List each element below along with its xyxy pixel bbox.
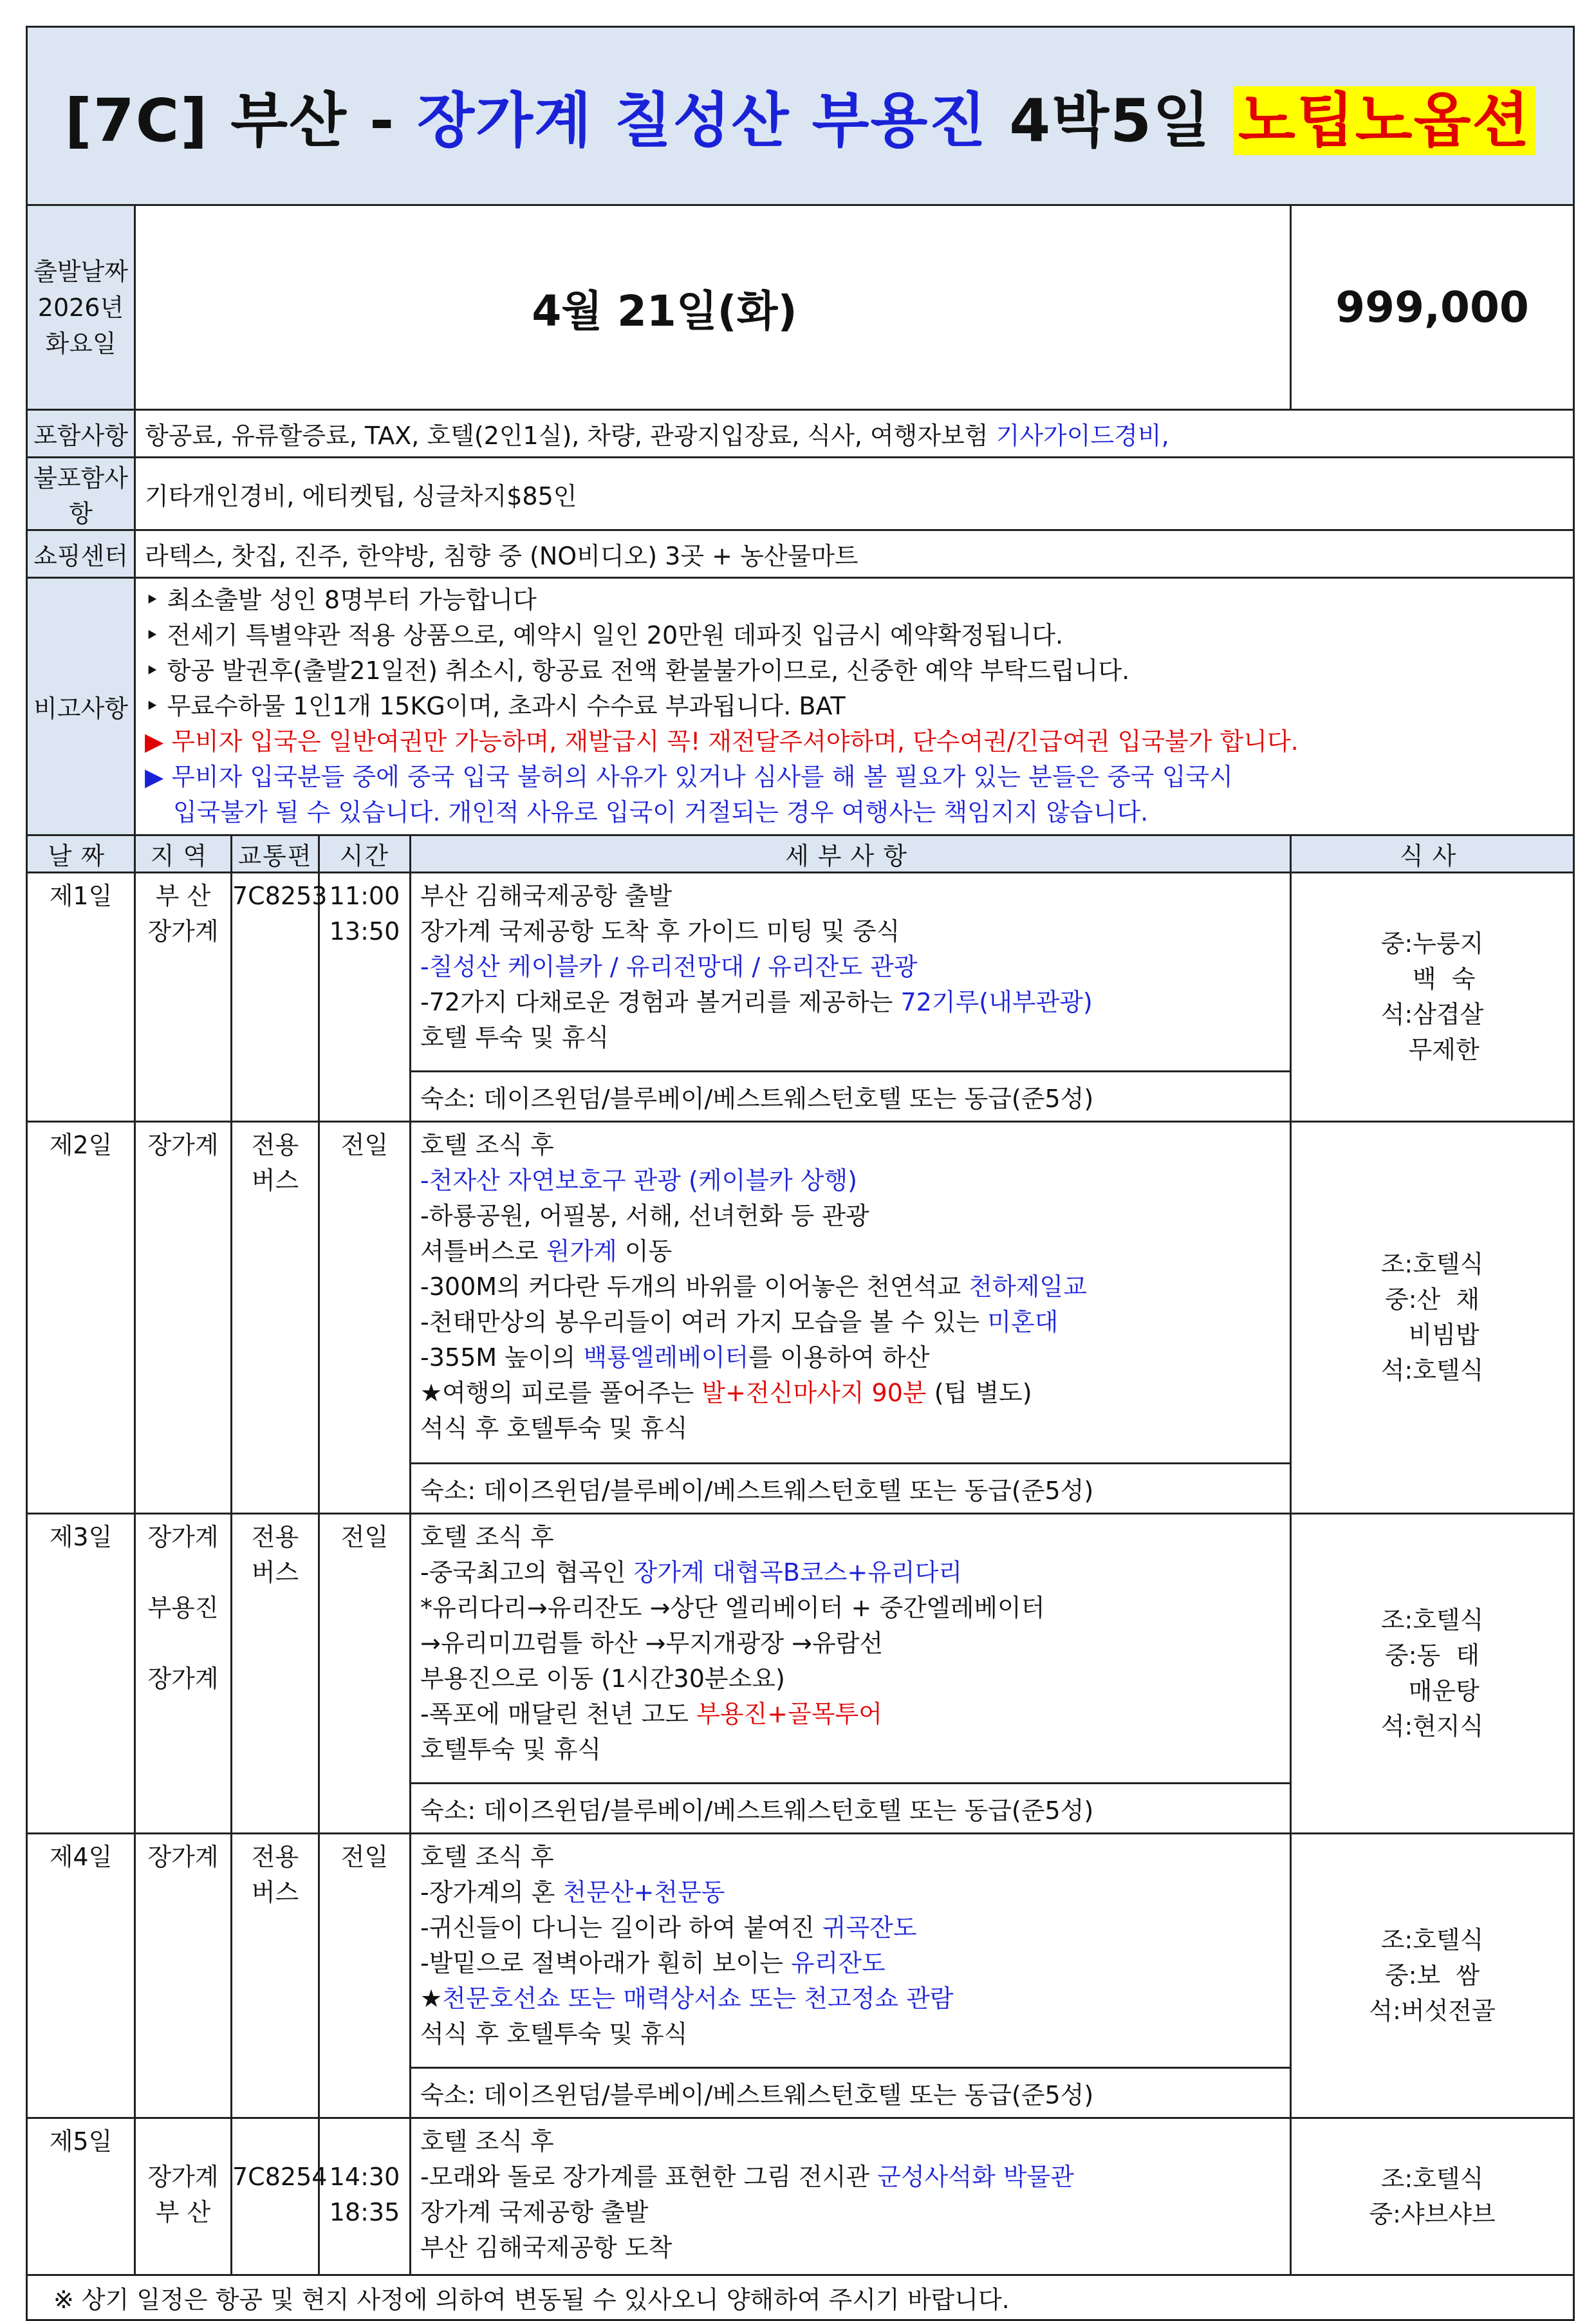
- day-detail: 호텔 조식 후 -장가계의 혼 천문산+천문동 -귀신들이 다니는 길이라 하여 붙여진 귀곡잔도 -발밑으로 절벽아래가 훤히 보이는 유리잔도 ★천문호선쇼 또는 매력상서쇼 또는 천고정쇼 관람 석식 후 호텔투숙 및 휴식: [411, 1834, 1291, 2068]
- departure-label: 출발날짜 2026년 화요일: [27, 205, 135, 410]
- itinerary-table: [26, 26, 1575, 2321]
- day-time: 전일: [319, 1122, 411, 1514]
- remark-notice-1: ▶ 무비자 입국분들 중에 중국 입국 불허의 사유가 있거나 심사를 해 볼 필요가 있는 분들은 중국 입국시: [145, 763, 1233, 791]
- title-tag: 노팁노옵션: [1233, 86, 1536, 155]
- day-transport: 7C8253: [232, 873, 319, 1122]
- day-detail: 호텔 조식 후 -천자산 자연보호구 관광 (케이블카 상행) -하룡공원, 어필봉, 서해, 선녀헌화 등 관광 셔틀버스로 원가계 이동 -300M의 커다란 두개의 바위를 이어놓은 천연석교 천하제일교 -천태만상의 봉우리들이 여러 가지 모습을 볼 수 있는 미혼대 -355M 높이의 백룡엘레베이터를 이용하여 하산 ★여행의 피로를 풀어주는 발+전신마사지 90분 (팁 별도) 석식 후 호텔투숙 및 휴식: [411, 1122, 1291, 1464]
- footer-note: ※ 상기 일정은 항공 및 현지 사정에 의하여 변동될 수 있사오니 양해하여 주시기 바랍니다.: [27, 2275, 1574, 2320]
- day-detail: 부산 김해국제공항 출발 장가계 국제공항 도착 후 가이드 미팅 및 중식 -칠성산 케이블카 / 유리전망대 / 유리잔도 관광 -72가지 다채로운 경험과 볼거리를 제공하는 72기루(내부관광) 호텔 투숙 및 휴식: [411, 873, 1291, 1072]
- remark-item: ‣ 전세기 특별약관 적용 상품으로, 예약시 일인 20만원 데파짓 입금시 예약확정됩니다.: [145, 621, 1064, 649]
- day-meal: 조:호텔식 중:산 채 비빔밥 석:호텔식: [1291, 1122, 1574, 1514]
- col-detail: 세부사항: [411, 835, 1291, 873]
- col-time: 시간: [319, 835, 411, 873]
- day-time: 전일: [319, 1834, 411, 2118]
- page-title: [7C] 부산 - 장가계 칠성산 부용진 4박5일 노팁노옵션: [27, 27, 1574, 205]
- day-hotel: 숙소: 데이즈윈덤/블루베이/베스트웨스턴호텔 또는 동급(준5성): [411, 2068, 1291, 2118]
- day-meal: 조:호텔식 중:보 쌈 석:버섯전골: [1291, 1834, 1574, 2118]
- day-meal: 조:호텔식 중:동 태 매운탕 석:현지식: [1291, 1514, 1574, 1834]
- day-label: 제1일: [27, 873, 135, 1122]
- day-hotel: 숙소: 데이즈윈덤/블루베이/베스트웨스턴호텔 또는 동급(준5성): [411, 1072, 1291, 1122]
- col-region: 지역: [135, 835, 232, 873]
- shopping-text: 라텍스, 찻집, 진주, 한약방, 침향 중 (NO비디오) 3곳 + 농산물마트: [135, 530, 1574, 578]
- day-label: 제4일: [27, 1834, 135, 2118]
- price: 999,000: [1291, 205, 1574, 410]
- day-detail: 호텔 조식 후 -중국최고의 협곡인 장가계 대협곡B코스+유리다리 *유리다리→유리잔도 →상단 엘리베이터 + 중간엘레베이터 →유리미끄럼틀 하산 →무지개광장 →유람선 부용진으로 이동 (1시간30분소요) -폭포에 매달린 천년 고도 부용진+골목투어 호텔투숙 및 휴식: [411, 1514, 1291, 1784]
- remarks-list: [135, 578, 1574, 835]
- included-label: 포함사항: [27, 410, 135, 458]
- excluded-label: 불포함사항: [27, 458, 135, 530]
- remarks-label: 비고사항: [27, 578, 135, 835]
- remark-item: ‣ 무료수하물 1인1개 15KG이며, 초과시 수수료 부과됩니다. BAT: [145, 692, 846, 720]
- excluded-text: 기타개인경비, 에티켓팁, 싱글차지$85인: [135, 458, 1574, 530]
- itinerary-sheet: [26, 26, 1573, 2321]
- day-time: 14:30 18:35: [319, 2118, 411, 2275]
- day-hotel: 숙소: 데이즈윈덤/블루베이/베스트웨스턴호텔 또는 동급(준5성): [411, 1464, 1291, 1514]
- col-meal: 식사: [1291, 835, 1574, 873]
- day-transport: 전용 버스: [232, 1834, 319, 2118]
- day-region: 장가계 부 산: [135, 2118, 232, 2275]
- day-time: 11:00 13:50: [319, 873, 411, 1122]
- day-time: 전일: [319, 1514, 411, 1834]
- title-route: 장가계 칠성산 부용진: [417, 86, 988, 155]
- day-meal: 중:누룽지 백 숙 석:삼겹살 무제한: [1291, 873, 1574, 1122]
- day-transport: 전용 버스: [232, 1514, 319, 1834]
- day-label: 제3일: [27, 1514, 135, 1834]
- remark-notice-2: 입국불가 될 수 있습니다. 개인적 사유로 입국이 거절되는 경우 여행사는 책임지지 않습니다.: [173, 798, 1149, 826]
- day-transport: 7C8254: [232, 2118, 319, 2275]
- day-detail: 호텔 조식 후 -모래와 돌로 장가계를 표현한 그림 전시관 군성사석화 박물관 장가계 국제공항 출발 부산 김해국제공항 도착: [411, 2118, 1291, 2275]
- day-label: 제2일: [27, 1122, 135, 1514]
- remark-warning: ▶ 무비자 입국은 일반여권만 가능하며, 재발급시 꼭! 재전달주셔야하며, 단수여권/긴급여권 입국불가 합니다.: [145, 727, 1299, 756]
- included-text: 항공료, 유류할증료, TAX, 호텔(2인1실), 차량, 관광지입장료, 식사, 여행자보험 기사가이드경비,: [135, 410, 1574, 458]
- day-hotel: 숙소: 데이즈윈덤/블루베이/베스트웨스턴호텔 또는 동급(준5성): [411, 1784, 1291, 1834]
- remark-item: ‣ 항공 발권후(출발21일전) 취소시, 항공료 전액 환불불가이므로, 신중한 예약 부탁드립니다.: [145, 657, 1130, 685]
- day-region: 부 산 장가계: [135, 873, 232, 1122]
- day-region: 장가계: [135, 1122, 232, 1514]
- day-label: 제5일: [27, 2118, 135, 2275]
- col-day: 날짜: [27, 835, 135, 873]
- remark-item: ‣ 최소출발 성인 8명부터 가능합니다: [145, 586, 537, 614]
- day-region: 장가계: [135, 1834, 232, 2118]
- departure-date: 4월 21일(화): [135, 205, 1291, 410]
- day-meal: 조:호텔식 중:샤브샤브: [1291, 2118, 1574, 2275]
- day-transport: 전용 버스: [232, 1122, 319, 1514]
- shopping-label: 쇼핑센터: [27, 530, 135, 578]
- day-region: 장가계 부용진 장가계: [135, 1514, 232, 1834]
- col-transport: 교통편: [232, 835, 319, 873]
